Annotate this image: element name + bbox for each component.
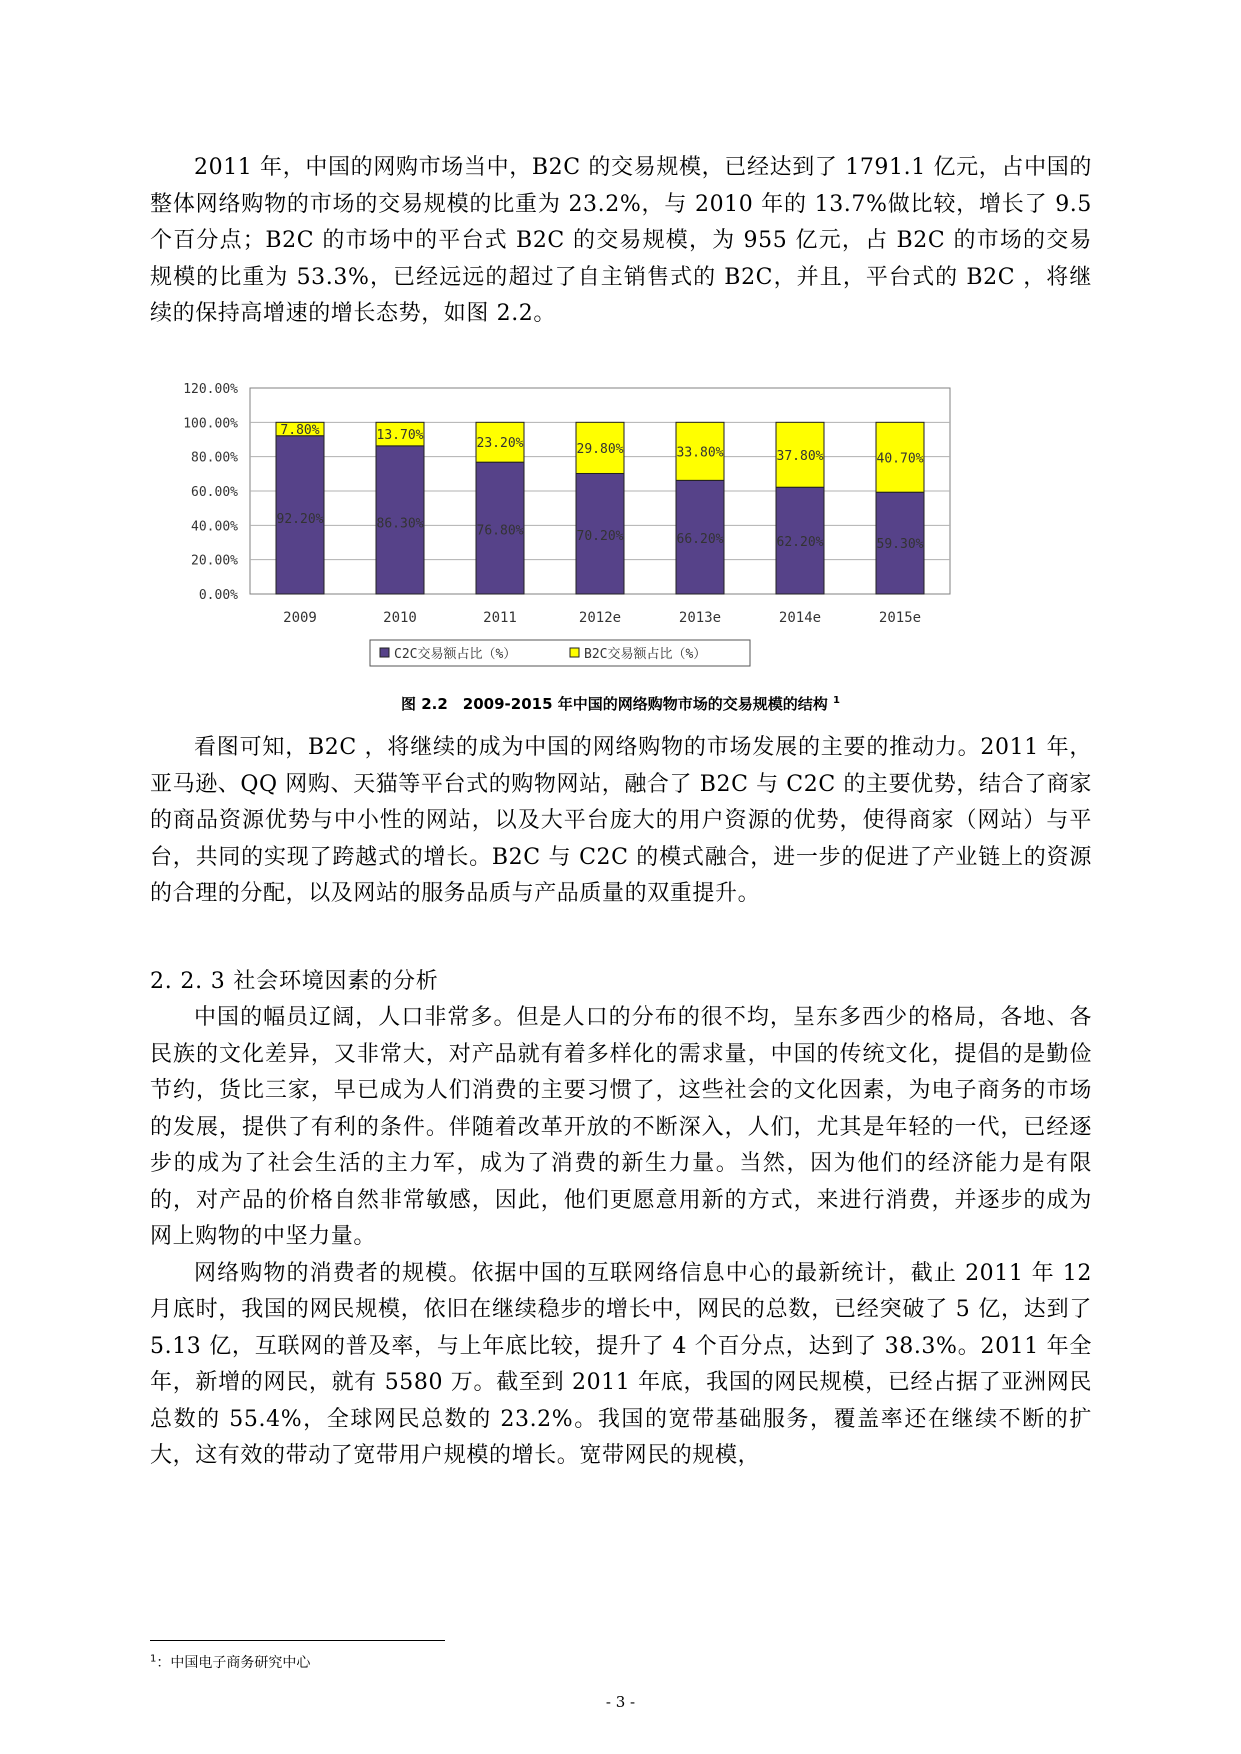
y-tick-label: 60.00%	[191, 485, 238, 500]
legend-label-c2c: C2C交易额占比（%）	[394, 647, 517, 662]
y-tick-label: 120.00%	[183, 382, 238, 397]
paragraph: 网络购物的消费者的规模。依据中国的互联网络信息中心的最新统计，截止 2011 年 12 月底时，我国的网民规模，依旧在继续稳步的增长中，网民的总数，已经突破了 5 亿，达到了 5.13 亿，互联网的普及率，与上年底比较，提升了 4 个百分点，达到了 38.3%。2011 年全年，新增的网民，就有 5580 万。截至到 2011 年底，我国的网民规模，已经占据了亚洲网民总数的 55.4%，全球网民总数的 23.2%。我国的宽带基础服务，覆盖率还在继续不断的扩大，这有效的带动了宽带用户规模的增长。宽带网民的规模，	[150, 1260, 1092, 1468]
x-tick-label: 2011	[483, 610, 517, 626]
c2c-data-label: 62.20%	[776, 534, 824, 550]
b2c-data-label: 40.70%	[876, 451, 924, 467]
analysis-paragraph-block	[150, 730, 1092, 913]
paragraph: 看图可知，B2C ，将继续的成为中国的网络购物的市场发展的主要的推动力。2011 年， 亚马逊、QQ 网购、天猫等平台式的购物网站，融合了 B2C 与 C2C 的主要优势，结合了商家的商品资源优势与中小性的网站，以及大平台庞大的用户资源的优势，使得商家（网站）与平台，共同的实现了跨越式的增长。B2C 与 C2C 的模式融合，进一步的促进了产业链上的资源的合理的分配，以及网站的服务品质与产品质量的双重提升。	[150, 735, 1092, 906]
legend-swatch-c2c	[380, 648, 389, 657]
c2c-data-label: 66.20%	[676, 531, 724, 547]
footnote-divider	[150, 1640, 445, 1641]
y-tick-label: 20.00%	[191, 553, 238, 569]
footnote-text: ：中国电子商务研究中心	[156, 1655, 311, 1671]
y-tick-label: 100.00%	[183, 416, 238, 432]
c2c-data-label: 86.30%	[376, 516, 424, 532]
x-tick-label: 2012e	[578, 610, 622, 626]
section-heading: 2. 2. 3 社会环境因素的分析	[150, 969, 439, 994]
c2c-data-label: 70.20%	[576, 528, 624, 544]
footnote	[150, 1652, 310, 1672]
figure-caption-text: 图 2.2 2009-2015 年中国的网络购物市场的交易规模的结构	[401, 695, 828, 713]
b2c-data-label: 37.80%	[776, 448, 824, 464]
b2c-data-label: 23.20%	[476, 436, 524, 452]
x-tick-label: 2015e	[878, 610, 922, 626]
social-factors-paragraph-block	[150, 1000, 1092, 1475]
x-tick-label: 2010	[383, 610, 417, 626]
y-tick-label: 40.00%	[191, 519, 238, 535]
stacked-bar-chart	[150, 378, 960, 683]
x-tick-label: 2013e	[678, 610, 722, 626]
y-tick-label: 80.00%	[191, 450, 238, 466]
c2c-data-label: 59.30%	[876, 537, 924, 553]
c2c-data-label: 76.80%	[476, 523, 524, 539]
c2c-data-label: 92.20%	[276, 511, 324, 527]
x-tick-label: 2014e	[778, 610, 822, 626]
page-number: - 3 -	[605, 1693, 636, 1711]
figure-caption	[0, 693, 1241, 714]
legend-label-b2c: B2C交易额占比（%）	[584, 647, 707, 662]
intro-paragraph-block	[150, 150, 1092, 333]
figure-caption-ref: 1	[833, 695, 840, 706]
b2c-data-label: 13.70%	[376, 428, 424, 444]
b2c-data-label: 29.80%	[576, 441, 624, 457]
paragraph: 2011 年，中国的网购市场当中，B2C 的交易规模，已经达到了 1791.1 亿元，占中国的整体网络购物的市场的交易规模的比重为 23.2%，与 2010 年的 13.7%做比较，增长了 9.5 个百分点；B2C 的市场中的平台式 B2C 的交易规模，为 955 亿元，占 B2C 的市场的交易规模的比重为 53.3%，已经远远的超过了自主销售式的 B2C，并且，平台式的 B2C ，将继续的保持高增速的增长态势，如图 2.2。	[150, 155, 1092, 326]
y-tick-label: 0.00%	[198, 588, 238, 603]
b2c-data-label: 33.80%	[676, 445, 724, 461]
footnote-marker: 1	[150, 1653, 157, 1665]
legend-swatch-b2c	[570, 648, 579, 657]
b2c-data-label: 7.80%	[280, 423, 320, 439]
x-tick-label: 2009	[283, 610, 317, 626]
paragraph: 中国的幅员辽阔，人口非常多。但是人口的分布的很不均，呈东多西少的格局，各地、各民族的文化差异，又非常大，对产品就有着多样化的需求量，中国的传统文化，提倡的是勤俭节约，货比三家，早已成为人们消费的主要习惯了，这些社会的文化因素，为电子商务的市场的发展，提供了有利的条件。伴随着改革开放的不断深入，人们，尤其是年轻的一代，已经逐步的成为了社会生活的主力军，成为了消费的新生力量。当然，因为他们的经济能力是有限的，对产品的价格自然非常敏感，因此，他们更愿意用新的方式，来进行消费，并逐步的成为网上购物的中坚力量。	[150, 1005, 1092, 1249]
